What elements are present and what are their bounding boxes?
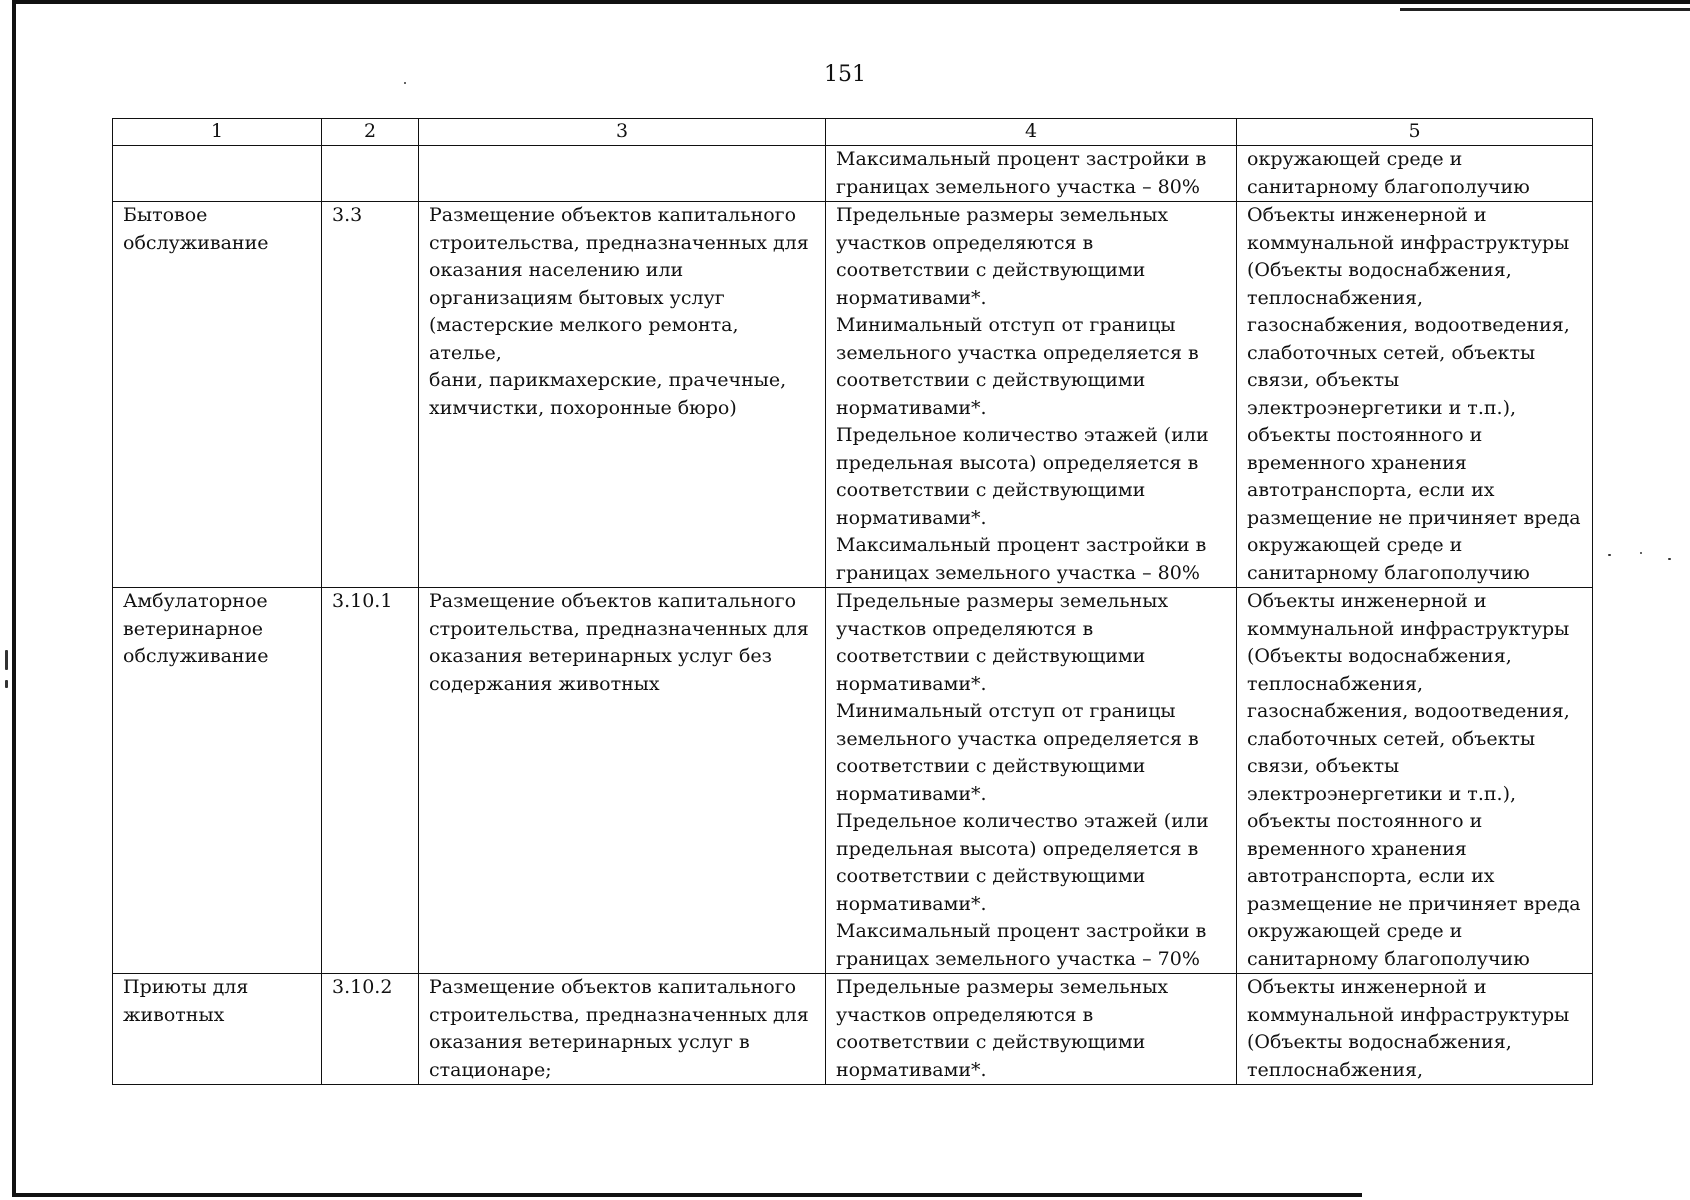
cell-allowed-objects: Объекты инженерной и коммунальной инфраструктуры (Объекты водоснабжения, теплоснабжения, — [1237, 974, 1593, 1085]
cell-code: 3.3 — [322, 202, 419, 588]
cell-parameters: Максимальный процент застройки в границах земельного участка – 80% — [826, 146, 1237, 202]
scan-frame-top-right — [1400, 8, 1690, 11]
scan-speck — [1668, 558, 1671, 560]
scan-speck — [5, 650, 8, 670]
scan-speck — [1640, 552, 1642, 554]
column-header: 3 — [419, 119, 826, 146]
scan-frame-bottom — [12, 1193, 1362, 1197]
cell-allowed-objects: Объекты инженерной и коммунальной инфраструктуры (Объекты водоснабжения, теплоснабжения, газоснабжения, водоотведения, слаботочных сетей, объекты связи, объекты электроэнергетики и т.п.), объекты постоянного и временного хранения автотранспорта, если их размещение не причиняет вреда окружающей среде и санитарному благополучию — [1237, 202, 1593, 588]
cell-type: Амбулаторное ветеринарное обслуживание — [113, 588, 322, 974]
table-row — [113, 588, 1593, 974]
page-number: 151 — [824, 62, 866, 87]
cell-allowed-objects: окружающей среде и санитарному благополучию — [1237, 146, 1593, 202]
column-header: 4 — [826, 119, 1237, 146]
cell-code: 3.10.2 — [322, 974, 419, 1085]
cell-description: Размещение объектов капитального строительства, предназначенных для оказания ветеринарных услуг в стационаре; — [419, 974, 826, 1085]
cell-parameters: Предельные размеры земельных участков определяются в соответствии с действующими нормативами*. Минимальный отступ от границы земельного участка определяется в соответствии с действующими нормативами*. Предельное количество этажей (или предельная высота) определяется в соответствии с действующими нормативами*. Максимальный процент застройки в границах земельного участка – 80% — [826, 202, 1237, 588]
table-row — [113, 202, 1593, 588]
cell-code — [322, 146, 419, 202]
cell-type: Бытовое обслуживание — [113, 202, 322, 588]
cell-description: Размещение объектов капитального строительства, предназначенных для оказания населению или организациям бытовых услуг (мастерские мелкого ремонта, ателье, бани, парикмахерские, прачечные, химчистки, похоронные бюро) — [419, 202, 826, 588]
cell-description — [419, 146, 826, 202]
scan-frame-left — [12, 0, 16, 1195]
header-row — [113, 119, 1593, 146]
cell-type: Приюты для животных — [113, 974, 322, 1085]
cell-parameters: Предельные размеры земельных участков определяются в соответствии с действующими нормативами*. — [826, 974, 1237, 1085]
scan-speck — [1608, 554, 1611, 556]
cell-code: 3.10.1 — [322, 588, 419, 974]
scan-frame-top — [14, 0, 1690, 4]
table-row — [113, 974, 1593, 1085]
cell-description: Размещение объектов капитального строительства, предназначенных для оказания ветеринарных услуг без содержания животных — [419, 588, 826, 974]
cell-allowed-objects: Объекты инженерной и коммунальной инфраструктуры (Объекты водоснабжения, теплоснабжения, газоснабжения, водоотведения, слаботочных сетей, объекты связи, объекты электроэнергетики и т.п.), объекты постоянного и временного хранения автотранспорта, если их размещение не причиняет вреда окружающей среде и санитарному благополучию — [1237, 588, 1593, 974]
column-header: 5 — [1237, 119, 1593, 146]
column-header: 1 — [113, 119, 322, 146]
zoning-table — [112, 118, 1593, 1085]
table-row — [113, 146, 1593, 202]
scan-speck — [5, 680, 8, 688]
cell-type — [113, 146, 322, 202]
cell-parameters: Предельные размеры земельных участков определяются в соответствии с действующими нормативами*. Минимальный отступ от границы земельного участка определяется в соответствии с действующими нормативами*. Предельное количество этажей (или предельная высота) определяется в соответствии с действующими нормативами*. Максимальный процент застройки в границах земельного участка – 70% — [826, 588, 1237, 974]
column-header: 2 — [322, 119, 419, 146]
